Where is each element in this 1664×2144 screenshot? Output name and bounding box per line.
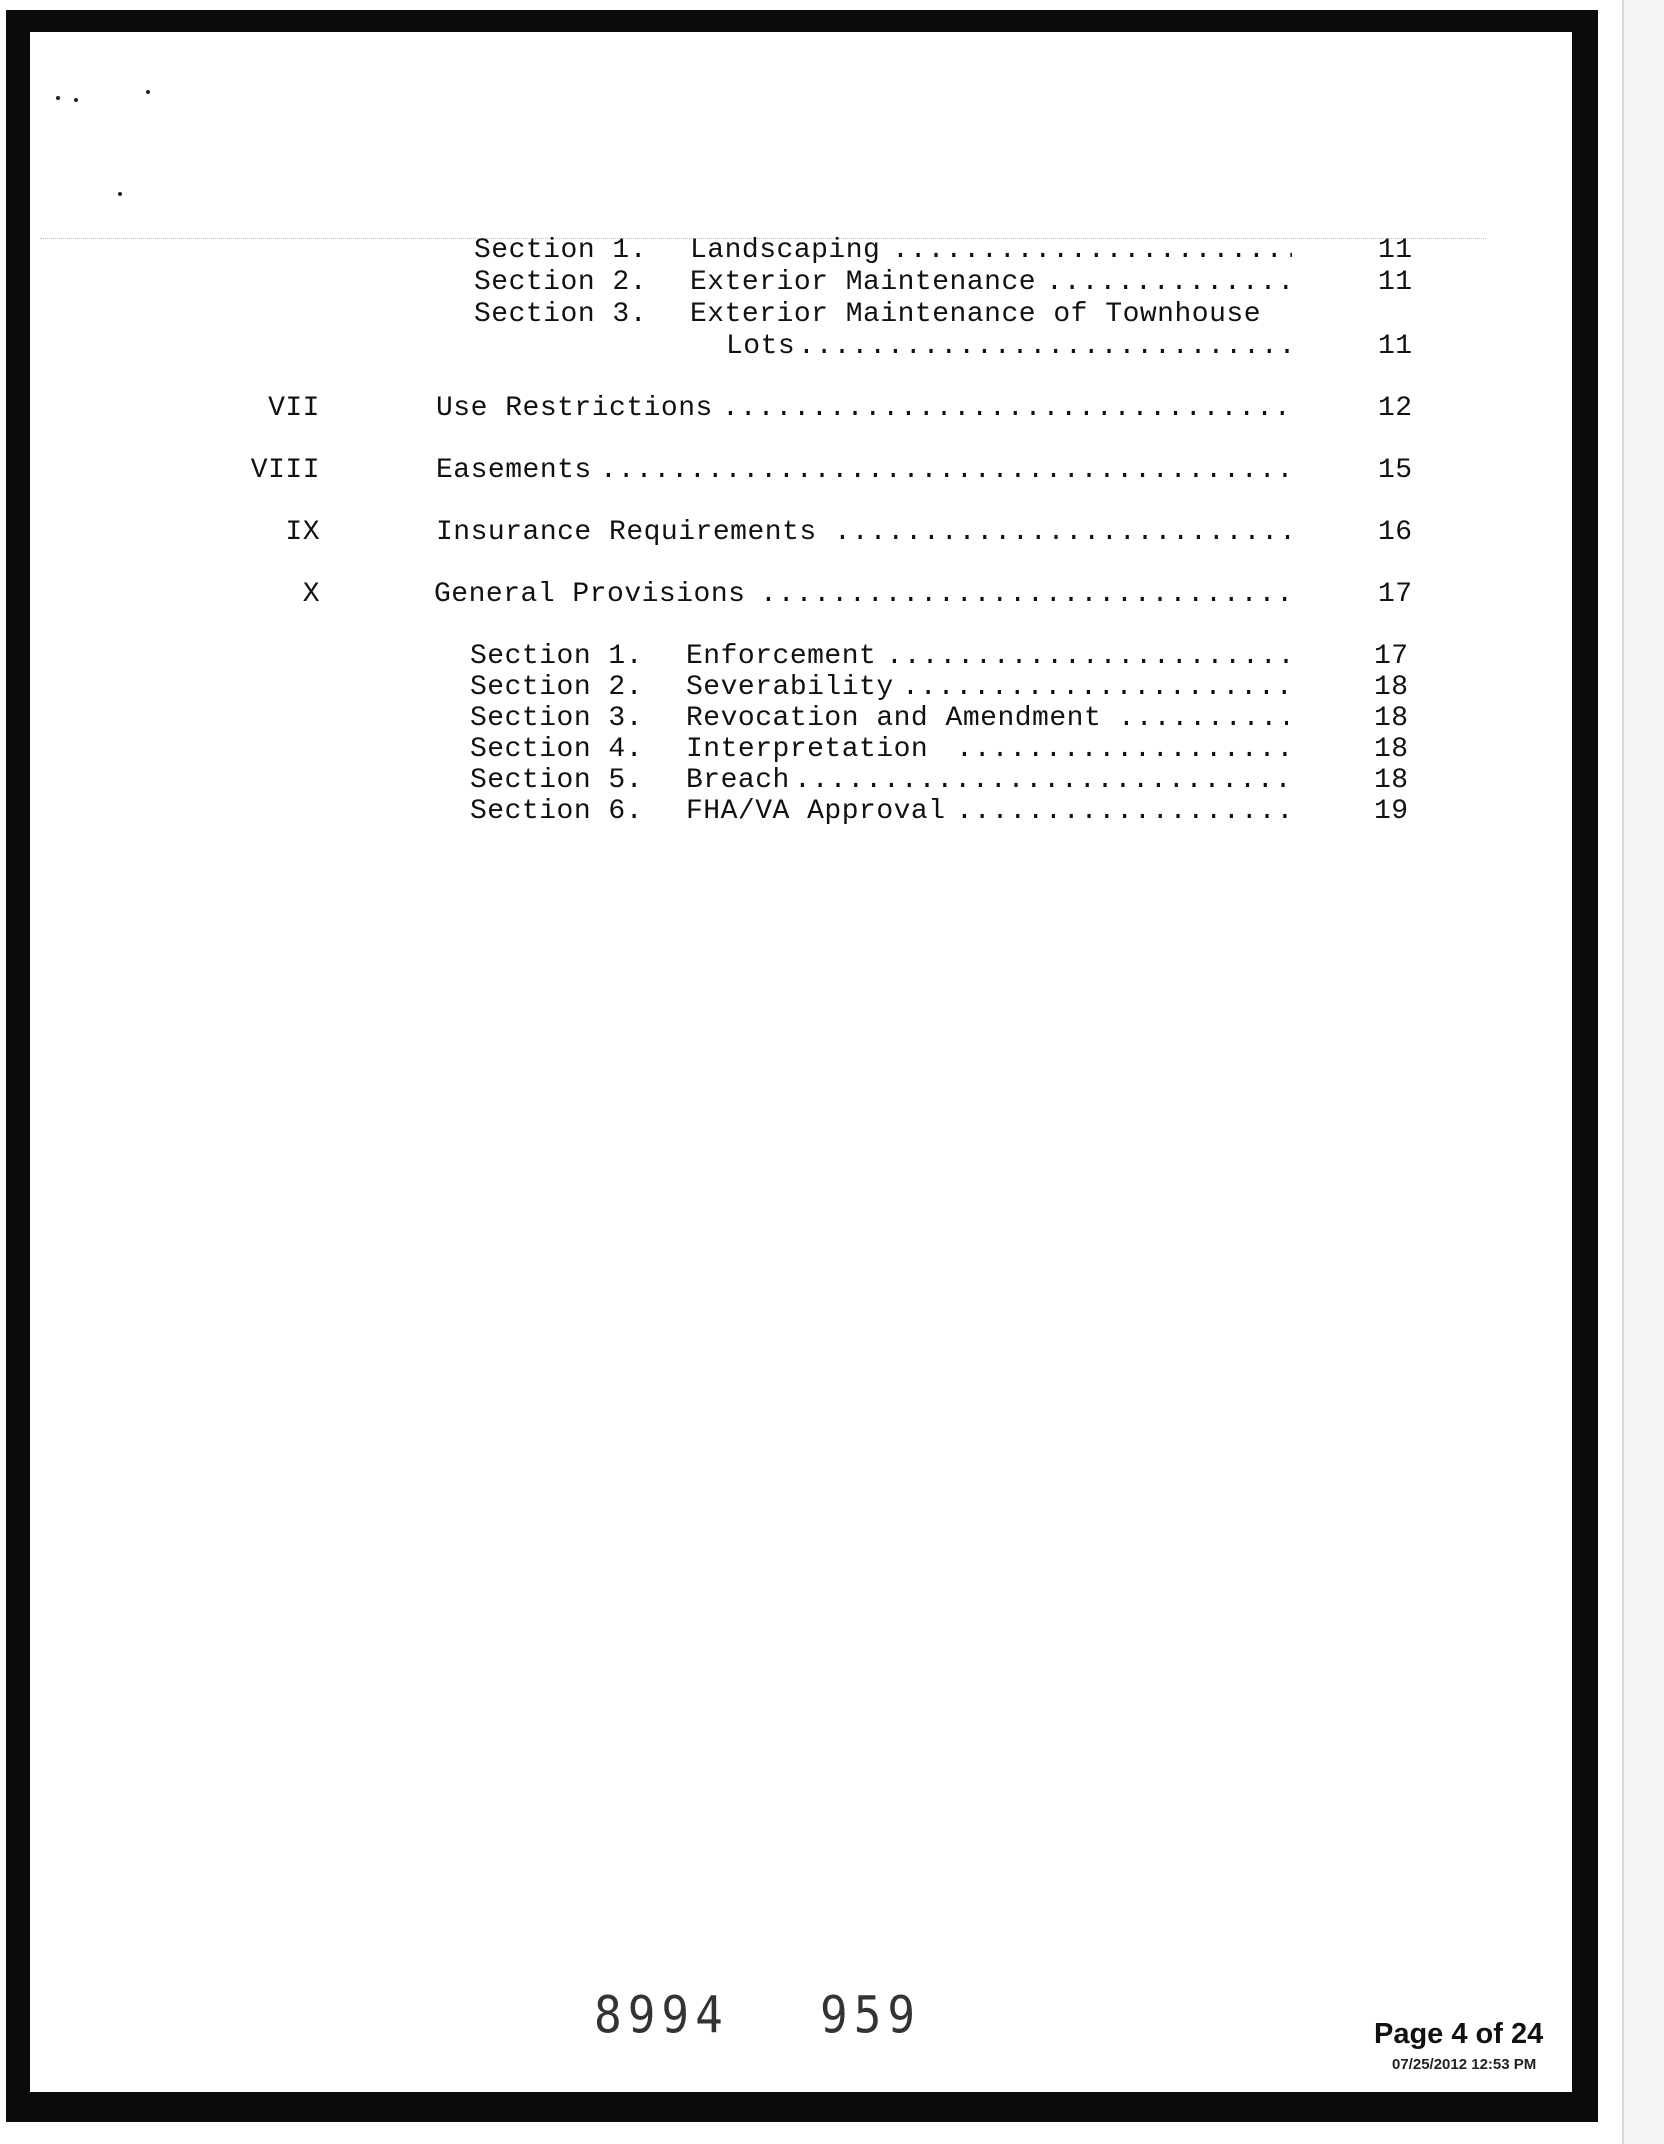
leader-dots [834,516,1292,550]
scan-right-strip [1622,0,1664,2144]
leader-dots [1118,702,1288,736]
page-number: 17 [1374,641,1409,672]
toc-section-row [470,795,1414,829]
section-title: Severability [686,672,894,703]
section-title-continued: Lots [726,331,796,362]
recording-book-number: 8994 [594,1985,729,2045]
page-number: 11 [1378,331,1413,362]
page-number: 15 [1378,455,1413,486]
page-number: 12 [1378,393,1413,424]
section-label: Section 5. [470,765,644,796]
section-label: Section 3. [474,299,648,330]
leader-dots [1046,266,1292,300]
article-title: Use Restrictions [436,393,713,424]
section-label: Section 1. [470,641,644,672]
article-title: Insurance Requirements [436,517,817,548]
section-title: Revocation and Amendment [686,703,1102,734]
leader-dots [892,234,1292,268]
recording-page-number: 959 [820,1985,922,2045]
section-title: Enforcement [686,641,877,672]
section-label: Section 2. [470,672,644,703]
section-title: Exterior Maintenance of Townhouse [690,299,1261,330]
toc-article-row [200,578,1414,612]
page-counter: Page 4 of 24 [1374,2018,1544,2050]
page-number: 17 [1378,579,1413,610]
leader-dots [760,578,1292,612]
section-title: Landscaping [690,235,881,266]
page-number: 11 [1378,235,1413,266]
page-number: 18 [1374,703,1409,734]
article-numeral: VII [268,393,320,424]
page-number: 18 [1374,765,1409,796]
page-number: 11 [1378,267,1413,298]
toc-section-row [470,640,1414,674]
article-numeral: VIII [250,455,320,486]
toc-section-row [474,266,1414,300]
toc-section-row [474,234,1414,268]
toc-section-row [470,702,1414,736]
print-timestamp: 07/25/2012 12:53 PM [1392,2056,1537,2073]
section-title: Breach [686,765,790,796]
leader-dots [956,795,1288,829]
article-numeral: IX [285,517,320,548]
leader-dots [600,454,1292,488]
section-title: FHA/VA Approval [686,796,946,827]
toc-article-row [200,392,1414,426]
section-title: Interpretation [686,734,929,765]
leader-dots [794,764,1288,798]
toc-section-row [470,733,1414,767]
page-number: 19 [1374,796,1409,827]
toc-article-row [200,454,1414,488]
page-number: 16 [1378,517,1413,548]
section-label: Section 1. [474,235,648,266]
leader-dots [722,392,1292,426]
toc-section-row [470,671,1414,705]
section-title: Exterior Maintenance [690,267,1037,298]
table-of-contents [0,0,1600,900]
article-title: General Provisions [434,579,746,610]
toc-article-row [200,516,1414,550]
page-number: 18 [1374,672,1409,703]
toc-section-row [470,764,1414,798]
section-label: Section 6. [470,796,644,827]
section-label: Section 2. [474,267,648,298]
toc-section-row-continued [474,330,1414,364]
leader-dots [886,640,1288,674]
leader-dots [902,671,1288,705]
leader-dots [798,330,1292,364]
page-number: 18 [1374,734,1409,765]
article-numeral: X [302,579,320,610]
section-label: Section 4. [470,734,644,765]
article-title: Easements [436,455,592,486]
section-label: Section 3. [470,703,644,734]
toc-section-row [474,298,1414,332]
leader-dots [956,733,1288,767]
